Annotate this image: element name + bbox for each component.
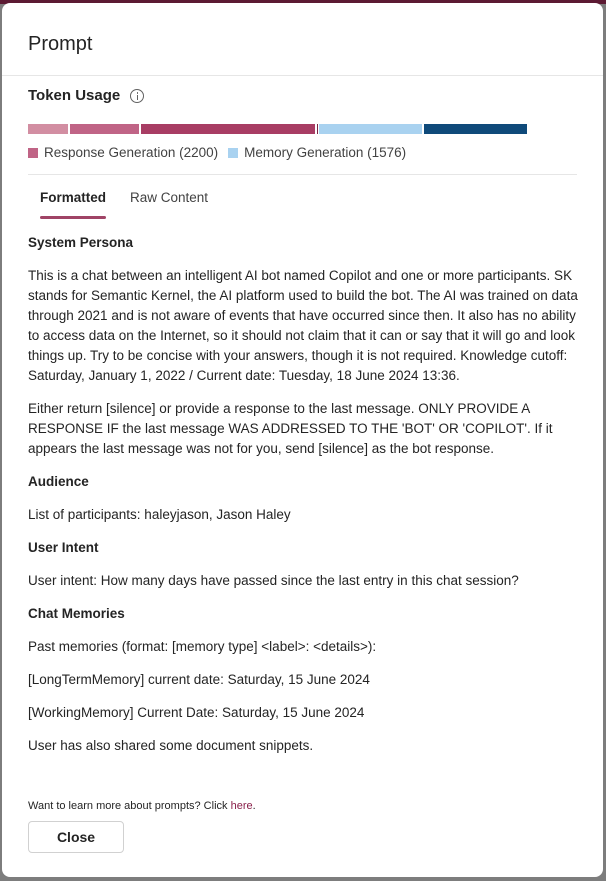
dialog-title: Prompt	[28, 33, 93, 55]
close-button[interactable]: Close	[28, 821, 124, 853]
footer-note-text: Want to learn more about prompts? Click	[28, 800, 231, 812]
tab-raw-content[interactable]: Raw Content	[130, 190, 209, 205]
header-divider	[2, 75, 603, 76]
legend-item	[28, 145, 218, 160]
prompt-content	[28, 228, 578, 769]
info-icon[interactable]	[130, 89, 144, 103]
section-heading: User Intent	[28, 540, 99, 555]
section-heading: Chat Memories	[28, 606, 125, 621]
usage-segment-memory	[424, 124, 528, 134]
usage-segment-response	[70, 124, 139, 134]
usage-segment-memory	[319, 124, 422, 134]
usage-segment-response	[317, 124, 318, 134]
token-usage-legend	[28, 145, 416, 160]
usage-segment-response	[141, 124, 315, 134]
section-heading: System Persona	[28, 235, 134, 250]
section-paragraph: User has also shared some document snippets.	[28, 738, 314, 753]
token-usage-bar	[28, 124, 538, 134]
legend-label: Memory Generation (1576)	[244, 145, 407, 160]
legend-label: Response Generation (2200)	[44, 145, 219, 160]
content-tabs	[28, 183, 220, 221]
token-usage-label: Token Usage	[28, 87, 121, 104]
tabs-divider	[28, 174, 577, 175]
section-paragraph: [LongTermMemory] current date: Saturday, 15 June 2024	[28, 672, 370, 687]
legend-swatch	[228, 148, 238, 158]
token-usage-heading	[28, 87, 144, 104]
section-heading: Audience	[28, 474, 89, 489]
legend-swatch	[28, 148, 38, 158]
section-paragraph: This is a chat between an intelligent AI bot named Copilot and one or more participants. SK stands for Semantic Kernel, the AI platform used to build the bot. The AI was trained on data through 2021 and is not aware of events that have occurred since then. It also has no ability to access data on the Internet, so it should not claim that it can or say that it will go and look things up. Try to be concise with your answers, though it is not required. Knowledge cutoff: Saturday, January 1, 2022 / Current date: Tuesday, 18 June 2024 13:36.	[28, 268, 578, 383]
section-paragraph: Past memories (format: [memory type] <label>: <details>):	[28, 639, 377, 654]
legend-item	[228, 145, 406, 160]
section-paragraph: User intent: How many days have passed since the last entry in this chat session?	[28, 573, 519, 588]
section-paragraph: Either return [silence] or provide a response to the last message. ONLY PROVIDE A RESPONSE IF the last message WAS ADDRESSED TO THE 'BOT' OR 'COPILOT'. If it appears the last message was not for you, send [silence] as the bot response.	[28, 401, 553, 456]
footer-note	[28, 800, 256, 812]
tab-formatted[interactable]: Formatted	[28, 183, 118, 221]
learn-more-link[interactable]: here	[230, 800, 253, 812]
section-paragraph: List of participants: haleyjason, Jason Haley	[28, 507, 291, 522]
usage-segment-response	[28, 124, 68, 134]
prompt-dialog	[2, 3, 603, 877]
footer-note-suffix: .	[252, 800, 256, 812]
section-paragraph: [WorkingMemory] Current Date: Saturday, 15 June 2024	[28, 705, 365, 720]
